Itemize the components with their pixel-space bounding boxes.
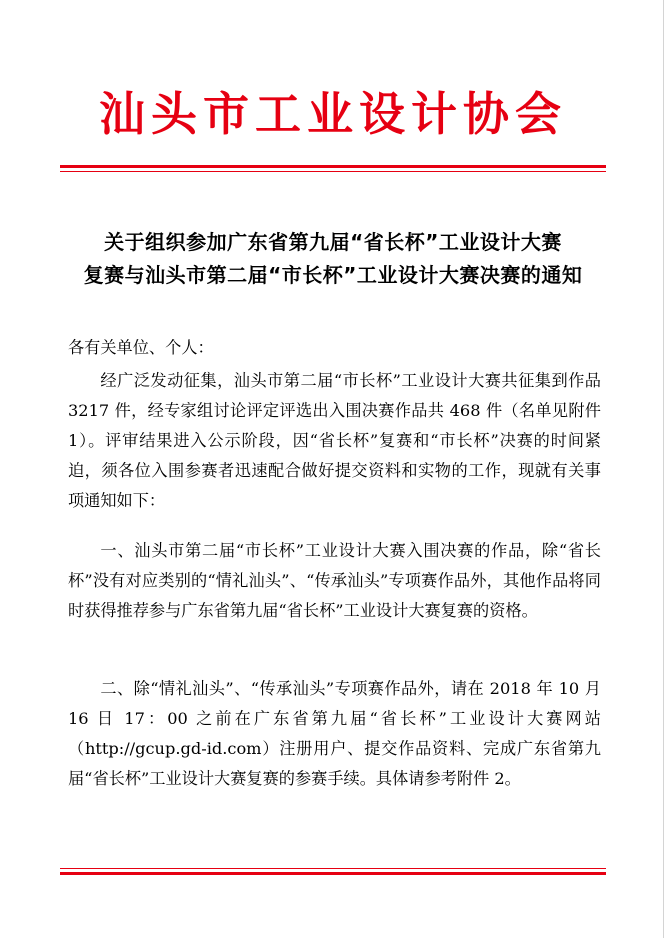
paragraph-intro: 经广泛发动征集，汕头市第二届“市长杯”工业设计大赛共征集到作品 3217 件，经专家组讨论评定评选出入围决赛作品共 468 件（名单见附件 1）。评审结果进入公示阶段，因“省长杯”复赛和“市长杯”决赛的时间紧迫，须各位入围参赛者迅速配合做好提交资料和实物的工作，现就有关事项通知如下： [68, 371, 601, 510]
notice-title-line-2: 复赛与汕头市第二届“市长杯”工业设计大赛决赛的通知 [83, 263, 583, 287]
letterhead-org-name: 汕头市工业设计协会 [99, 87, 567, 141]
paragraph-item-2: 二、除“情礼汕头”、“传承汕头”专项赛作品外，请在 2018 年 10 月 16 日 17：00 之前在广东省第九届“省长杯”工业设计大赛网站（http://gcup.gd-id.com）注册用户、提交作品资料、完成广东省第九届“省长杯”工业设计大赛复赛的参赛手续。具体请参考附件 2。 [68, 679, 601, 788]
salutation: 各有关单位、个人： [68, 338, 214, 357]
letterhead-rule-thin [60, 171, 606, 172]
notice-title-line-1: 关于组织参加广东省第九届“省长杯”工业设计大赛 [104, 230, 562, 254]
paragraph-item-1: 一、汕头市第二届“市长杯”工业设计大赛入围决赛的作品，除“省长杯”没有对应类别的“情礼汕头”、“传承汕头”专项赛作品外，其他作品将同时获得推荐参与广东省第九届“省长杯”工业设计大赛复赛的资格。 [68, 541, 601, 620]
letterhead-rule-thick [60, 165, 606, 168]
footer-rule-thick [60, 872, 606, 875]
footer-rule-thin [60, 868, 606, 869]
